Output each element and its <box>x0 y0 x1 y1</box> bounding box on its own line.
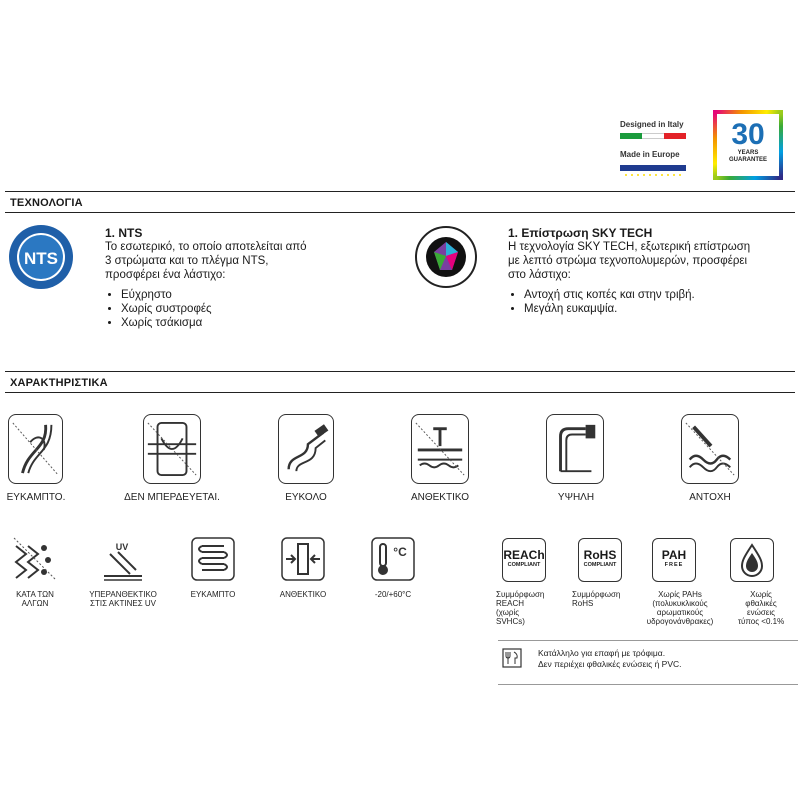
food-safe-text: Κατάλληλο για επαφή με τρόφιμα. Δεν περιέχει φθαλικές ενώσεις ή PVC. <box>538 648 682 669</box>
skytech-block <box>508 226 798 316</box>
divider <box>498 684 798 685</box>
svg-text:°C: °C <box>393 545 407 559</box>
skytech-body-1: Η τεχνολογία SKY TECH, εξωτερική επίστρωση <box>508 241 751 253</box>
nts-logo-text: NTS <box>24 249 58 268</box>
divider <box>498 640 798 641</box>
nts-body-2: 3 στρώματα και το πλέγμα NTS, <box>105 255 269 267</box>
nts-bullets <box>105 288 405 330</box>
phthalate-free-drop-icon <box>730 538 774 582</box>
resistant-icon <box>411 414 469 484</box>
nts-title: 1. NTS <box>105 226 143 240</box>
italy-flag-icon <box>620 133 686 139</box>
feature-label: ΥΨΗΛΗ <box>557 492 595 503</box>
rohs-compliant-badge: RoHS COMPLIANT <box>578 538 622 582</box>
skytech-body-3: στο λάστιχο: <box>508 269 571 281</box>
list-item: • Αντοχή στις κοπές και στην τριβή. <box>524 288 798 302</box>
feature-label: ΕΥΚΟΛΟ <box>285 492 327 503</box>
food-safe-icon <box>502 648 522 668</box>
easy-handling-icon <box>278 414 334 484</box>
list-item: • Χωρίς συστροφές <box>121 302 405 316</box>
skytech-title: 1. Επίστρωση SKY TECH <box>508 226 653 240</box>
feature-label: ΥΠΕΡΑΝΘΕΚΤΙΚΟ ΣΤΙΣ ΑΚΤΙΝΕΣ UV <box>89 590 157 608</box>
compliance-label: Συμμόρφωση REACH (χωρίς SVHCs) <box>496 590 545 626</box>
skytech-logo <box>414 222 478 292</box>
coiled-hose-icon <box>190 536 236 582</box>
section-divider <box>5 212 795 213</box>
years-guarantee-badge <box>713 110 783 180</box>
designed-in-italy-text: Designed in Italy <box>620 120 684 129</box>
nts-body-1: Το εσωτερικό, το οποίο αποτελείται από <box>105 241 307 253</box>
compliance-label: Συμμόρφωση RoHS <box>572 590 621 608</box>
feature-label: ΚΑΤΑ ΤΩΝ ΑΛΓΩΝ <box>16 590 54 608</box>
features-heading: ΧΑΡΑΚΤΗΡΙΣΤΙΚΑ <box>10 377 108 389</box>
years-number: 30 <box>731 118 765 151</box>
anti-algae-icon <box>12 536 58 582</box>
feature-label: ΑΝΘΕΚΤΙΚΟ <box>410 492 470 503</box>
uv-resistant-icon <box>100 536 146 582</box>
nts-block <box>105 226 405 330</box>
made-in-europe-text: Made in Europe <box>620 150 680 159</box>
feature-label: ΑΝΤΟΧΗ <box>689 492 731 503</box>
feature-label: ΔΕΝ ΜΠΕΡΔΕΥΕΤΑΙ. <box>124 492 220 503</box>
feature-label: -20/+60°C <box>374 590 412 599</box>
compliance-label: Χωρίς φθαλικές ενώσεις τύπος <0.1% <box>737 590 785 626</box>
reach-compliant-badge: REACh COMPLIANT <box>502 538 546 582</box>
no-tangle-icon <box>143 414 201 484</box>
list-item: • Μεγάλη ευκαμψία. <box>524 302 798 316</box>
compliance-label: Χωρίς PAHs (πολυκυκλικούς αρωματικούς υδρογονάνθρακες) <box>646 590 714 626</box>
list-item: • Χωρίς τσάκισμα <box>121 316 405 330</box>
pah-free-badge: PAH FREE <box>652 538 696 582</box>
skytech-body-2: με λεπτό στρώμα τεχνοπολυμερών, προσφέρει <box>508 255 748 267</box>
feature-label: ΕΥΚΑΜΠΤΟ. <box>6 492 66 503</box>
nts-logo <box>8 224 74 290</box>
endurance-icon <box>681 414 739 484</box>
guarantee-label: GUARANTEE <box>728 157 767 163</box>
flexible-hose-icon <box>8 414 63 484</box>
years-label: YEARS <box>737 150 759 156</box>
svg-text:UV: UV <box>115 542 129 552</box>
temperature-icon <box>370 536 416 582</box>
section-divider <box>5 191 795 192</box>
feature-label: ΑΝΘΕΚΤΙΚΟ <box>279 590 327 599</box>
nts-body-3: προσφέρει ένα λάστιχο: <box>105 269 226 281</box>
list-item: • Εύχρηστο <box>121 288 405 302</box>
feature-label: ΕΥΚΑΜΠΤΟ <box>190 590 236 599</box>
skytech-bullets <box>508 288 798 316</box>
eu-flag-icon <box>620 165 686 171</box>
technology-heading: ΤΕΧΝΟΛΟΓΙΑ <box>10 197 83 209</box>
high-pressure-icon <box>546 414 604 484</box>
section-divider <box>5 371 795 372</box>
crush-resistant-icon <box>280 536 326 582</box>
section-divider <box>5 392 795 393</box>
